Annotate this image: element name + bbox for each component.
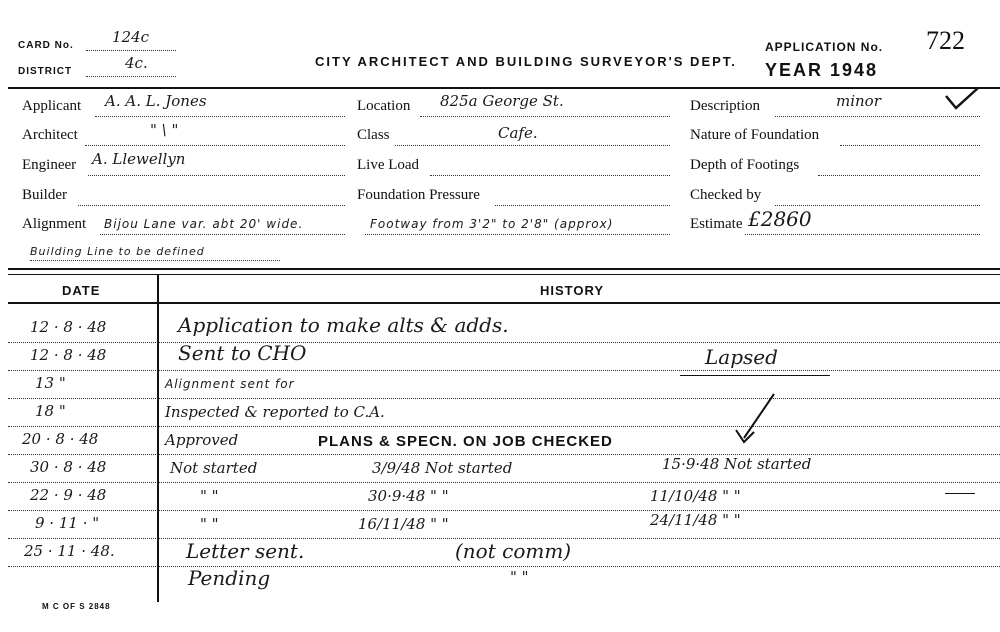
history-entry-col2: 3/9/48 Not started (372, 459, 513, 477)
description-underline (775, 116, 980, 117)
row-rule (8, 510, 1000, 511)
history-entry: Sent to CHO (178, 341, 307, 365)
engineer-label: Engineer (22, 157, 77, 173)
building-line-note: Building Line to be defined (30, 245, 205, 258)
history-entry: Alignment sent for (165, 377, 295, 391)
checked-by-label: Checked by (690, 187, 762, 203)
architect-value: " \ " (150, 121, 179, 139)
nature-label: Nature of Foundation (690, 127, 820, 143)
year-label: YEAR 1948 (765, 60, 879, 80)
row-rule (8, 370, 1000, 371)
row-date: 13 " (35, 374, 66, 392)
alignment-underline (100, 234, 345, 235)
depth-label: Depth of Footings (690, 157, 800, 173)
estimate-value: £2860 (748, 207, 812, 231)
nature-underline (840, 145, 980, 146)
application-no-value: 722 (926, 26, 965, 55)
estimate-label: Estimate (690, 216, 743, 232)
row-rule (8, 566, 1000, 567)
applicant-underline (95, 116, 345, 117)
history-entry: " " (200, 487, 219, 505)
history-entry-ditto: " " (510, 568, 529, 586)
building-line-underline (30, 260, 280, 261)
footway-value: Footway from 3'2" to 2'8" (approx) (370, 217, 614, 231)
card-no-underline (86, 50, 176, 51)
lapsed-underline (680, 375, 830, 376)
history-entry: Approved (165, 431, 239, 449)
row-rule (8, 398, 1000, 399)
architect-underline (85, 145, 345, 146)
history-entry-col3: 15·9·48 Not started (662, 455, 812, 473)
history-entry: Letter sent. (186, 539, 305, 563)
live-load-label: Live Load (357, 157, 420, 173)
location-underline (420, 116, 670, 117)
table-top-rule (8, 268, 1000, 270)
checked-by-underline (775, 205, 980, 206)
row-date: 22 · 9 · 48 (30, 486, 107, 504)
row-date: 9 · 11 · " (35, 514, 100, 532)
description-value: minor (836, 92, 881, 110)
district-label: DISTRICT (18, 66, 73, 77)
location-label: Location (357, 98, 411, 114)
architect-label: Architect (22, 127, 78, 143)
row-date: 18 " (35, 402, 66, 420)
row-rule (8, 482, 1000, 483)
history-entry-col3: 11/10/48 " " (650, 487, 741, 505)
location-value: 825a George St. (440, 92, 564, 110)
row-date: 25 · 11 · 48. (24, 542, 115, 560)
history-entry-note: Pending (188, 566, 271, 590)
live-load-underline (430, 175, 670, 176)
history-entry-col2: 30·9·48 " " (368, 487, 449, 505)
alignment-value: Bijou Lane var. abt 20' wide. (104, 217, 304, 231)
form-code: M C OF S 2848 (42, 602, 111, 611)
row-date: 20 · 8 · 48 (22, 430, 99, 448)
history-column-header: HISTORY (540, 283, 605, 298)
dash-mark (945, 493, 975, 494)
builder-label: Builder (22, 187, 67, 203)
description-label: Description (690, 98, 760, 114)
history-entry: Inspected & reported to C.A. (165, 403, 385, 421)
engineer-value: A. Llewellyn (92, 150, 186, 168)
header-rule (8, 87, 1000, 89)
class-label: Class (357, 127, 390, 143)
arrow-icon (732, 392, 778, 446)
foundation-pressure-label: Foundation Pressure (357, 187, 480, 203)
history-entry-col2: 16/11/48 " " (358, 515, 449, 533)
applicant-label: Applicant (22, 98, 82, 114)
foundation-pressure-underline (495, 205, 670, 206)
estimate-underline (745, 234, 980, 235)
row-date: 12 · 8 · 48 (30, 346, 107, 364)
applicant-value: A. A. L. Jones (105, 92, 207, 110)
column-divider (157, 274, 159, 602)
card-no-label: CARD No. (18, 40, 74, 51)
class-underline (395, 145, 670, 146)
lapsed-note: Lapsed (705, 345, 778, 369)
history-entry-col2: (not comm) (455, 539, 572, 563)
history-entry: " " (200, 515, 219, 533)
row-date: 30 · 8 · 48 (30, 458, 107, 476)
row-rule (8, 454, 1000, 455)
history-entry: Not started (170, 459, 258, 477)
district-underline (86, 76, 176, 77)
builder-underline (78, 205, 345, 206)
date-column-header: DATE (62, 283, 101, 298)
plans-checked-stamp: PLANS & SPECN. ON JOB CHECKED (318, 433, 613, 450)
department-title: CITY ARCHITECT AND BUILDING SURVEYOR'S DEPT. (315, 54, 737, 69)
application-no-label: APPLICATION No. (765, 40, 884, 54)
history-entry: Application to make alts & adds. (178, 313, 509, 337)
history-entry-col3: 24/11/48 " " (650, 511, 741, 529)
row-date: 12 · 8 · 48 (30, 318, 107, 336)
row-rule (8, 426, 1000, 427)
check-mark-icon (944, 86, 980, 112)
engineer-underline (88, 175, 345, 176)
row-rule (8, 342, 1000, 343)
footway-underline (365, 234, 670, 235)
district-value: 4c. (125, 54, 148, 72)
card-no-value: 124c (112, 28, 150, 46)
alignment-label: Alignment (22, 216, 87, 232)
depth-underline (818, 175, 980, 176)
class-value: Cafe. (498, 124, 538, 142)
